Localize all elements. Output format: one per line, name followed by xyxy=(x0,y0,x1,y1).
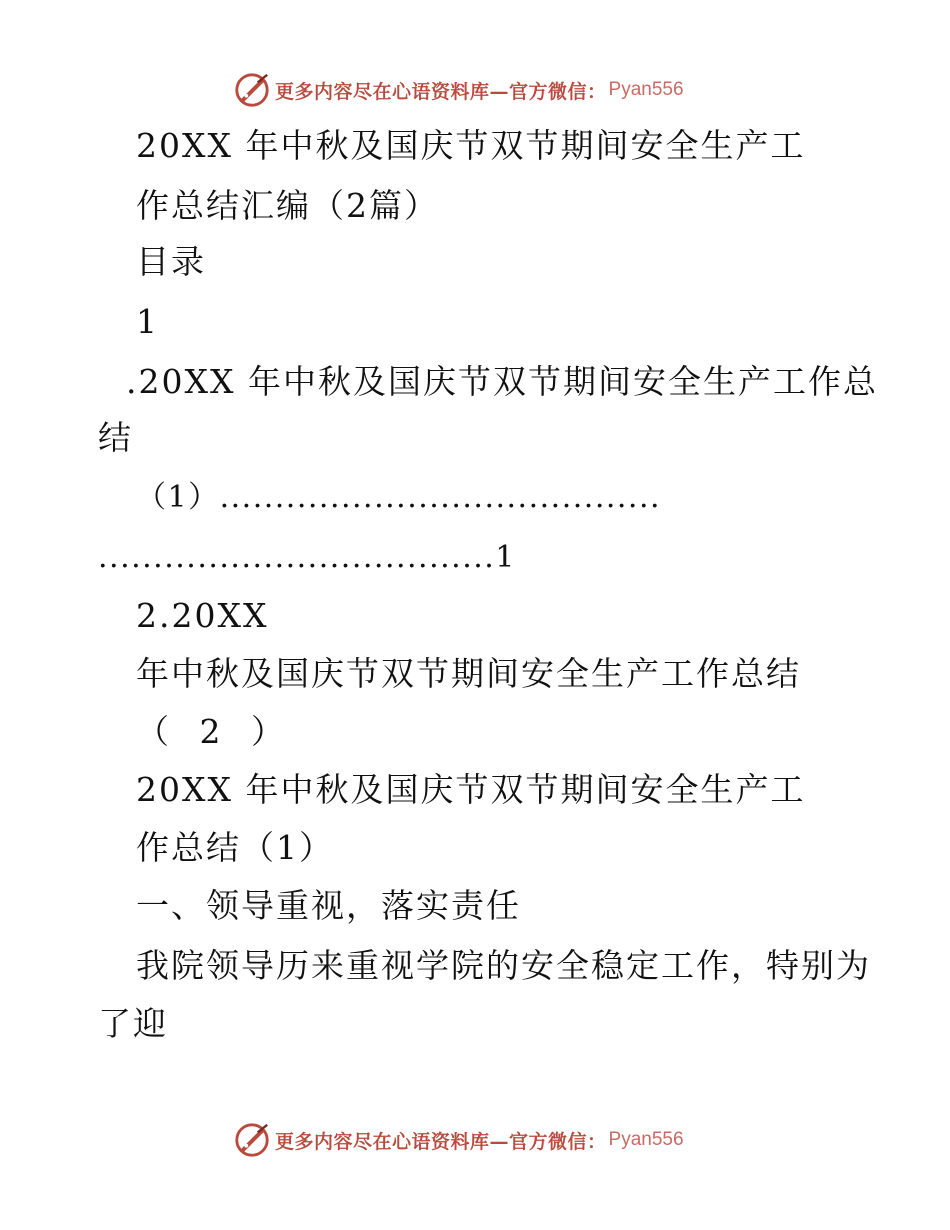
toc-item1-title-line1: .20XX 年中秋及国庆节双节期间安全生产工作总 xyxy=(126,362,878,401)
banner-text: 更多内容尽在心语资料库—官方微信： xyxy=(275,80,607,103)
pen-logo-icon xyxy=(233,71,271,109)
toc-item1-number: 1 xyxy=(136,302,159,341)
toc-item2-number: 2.20XX xyxy=(136,596,269,635)
section-title-line2: 作总结（1） xyxy=(136,828,334,867)
toc-item1-dots-line1: （1）........................................ xyxy=(136,480,662,515)
banner-text: 更多内容尽在心语资料库—官方微信： xyxy=(275,1130,607,1153)
paragraph1-line1: 我院领导历来重视学院的安全稳定工作，特别为 xyxy=(136,946,871,985)
toc-item2-title: 年中秋及国庆节双节期间安全生产工作总结 xyxy=(136,654,801,693)
toc-item1-title-line2: 结 xyxy=(98,418,133,457)
header-banner xyxy=(233,70,684,110)
toc-heading: 目录 xyxy=(136,242,206,281)
document-title-line2: 作总结汇编（2篇） xyxy=(136,186,439,225)
toc-item2-suffix: （ 2 ） xyxy=(136,712,294,751)
toc-item1-dots-line2: ....................................1 xyxy=(98,540,516,575)
banner-account: Pyan556 xyxy=(608,79,684,100)
pen-logo-icon xyxy=(233,1121,271,1159)
subheading-1: 一、领导重视，落实责任 xyxy=(136,886,521,925)
paragraph1-line2: 了迎 xyxy=(98,1004,168,1043)
footer-banner xyxy=(233,1120,684,1160)
banner-account: Pyan556 xyxy=(608,1129,684,1150)
document-title-line1: 20XX 年中秋及国庆节双节期间安全生产工 xyxy=(136,126,806,165)
section-title-line1: 20XX 年中秋及国庆节双节期间安全生产工 xyxy=(136,770,806,809)
